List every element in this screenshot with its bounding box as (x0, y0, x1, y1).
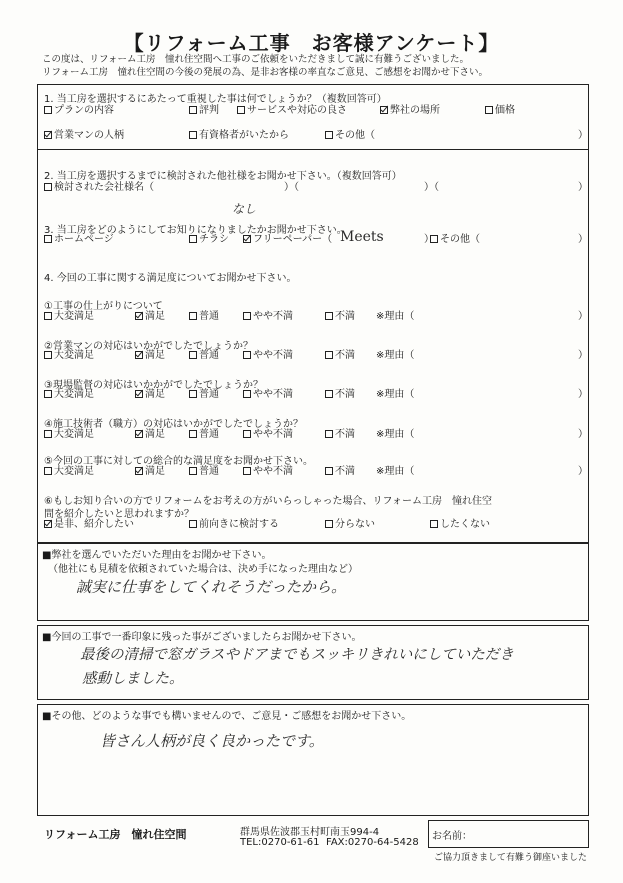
checkbox[interactable] (243, 467, 251, 475)
q4-item-1-scale: 大変満足 満足 普通 やや不満 不満 ※理由（ ） (44, 310, 584, 323)
reason-heading: ■弊社を選んでいただいた理由をお聞かせ下さい。 (42, 550, 272, 561)
checkbox-checked[interactable] (135, 390, 143, 398)
q1-opt-sales-person: 営業マンの人柄 (54, 130, 124, 141)
footer-company: リフォーム工房 憧れ住空間 (44, 828, 187, 841)
q1-opt-service: サービスや対応の良さ (247, 105, 347, 116)
impression-handwritten-line-2: 感動しました。 (82, 671, 184, 687)
reason-label: ※理由（ (376, 466, 415, 477)
divider (37, 149, 589, 150)
checkbox[interactable] (243, 351, 251, 359)
name-label: お名前： (432, 831, 472, 842)
q1-opt-other: その他（ (335, 130, 375, 141)
q3-opt-other: その他（ (440, 234, 480, 245)
scale-label: やや不満 (253, 389, 293, 400)
checkbox[interactable] (243, 390, 251, 398)
q3-opt-homepage: ホームページ (54, 234, 114, 245)
impression-heading: ■今回の工事で一番印象に残った事がございましたらお聞かせ下さい。 (42, 632, 362, 643)
q6-opt-unsure: 分らない (335, 519, 375, 530)
checkbox-checked[interactable] (44, 131, 52, 139)
q6-opt-recommend: 是非、紹介したい (54, 519, 134, 530)
q1-row-2: 営業マンの人柄 有資格者がいたから その他（ ） (44, 129, 584, 142)
checkbox[interactable] (325, 430, 333, 438)
checkbox[interactable] (189, 467, 197, 475)
footer-thanks: ご協力頂きまして有難う御座いました (434, 853, 588, 863)
page-title: 【リフォーム工事 お客様アンケート】 (123, 31, 500, 55)
q1-opt-price: 価格 (495, 105, 515, 116)
q4-item-2-title: ②営業マンの対応はいかがでしたでしょうか？ (44, 341, 253, 352)
q4-question: 4. 今回の工事に関する満足度についてお聞かせ下さい。 (44, 273, 297, 284)
reason-handwritten-answer: 誠実に仕事をしてくれそうだったから。 (76, 578, 347, 596)
checkbox[interactable] (44, 390, 52, 398)
q3-opt-free-paper: フリーペーパー（ (253, 234, 333, 245)
reason-label: ※理由（ (376, 389, 415, 400)
q2-row: 検討された会社様名（ ）（ ）（ ） (44, 181, 584, 194)
scale-label: 満足 (145, 311, 165, 322)
q3-question: 3. 当工房をどのようにしてお知りになりましたかお聞かせ下さい。 (44, 225, 347, 236)
scale-label: 不満 (335, 389, 355, 400)
scale-label: 普通 (199, 389, 219, 400)
scale-label: 大変満足 (54, 429, 94, 440)
scale-label: 大変満足 (54, 311, 94, 322)
checkbox[interactable] (44, 467, 52, 475)
reason-subheading: （他社にも見積を依頼されていた場合は、決め手になった理由など） (48, 564, 358, 575)
checkbox[interactable] (325, 312, 333, 320)
scale-label: 満足 (145, 429, 165, 440)
scale-label: やや不満 (253, 350, 293, 361)
scale-label: 不満 (335, 311, 355, 322)
checkbox[interactable] (189, 390, 197, 398)
q2-question: 2. 当工房を選択するまでに検討された他社様をお聞かせ下さい。（複数回答可） (44, 171, 402, 182)
comments-heading: ■その他、どのような事でも構いませんので、ご意見・ご感想をお聞かせ下さい。 (42, 711, 412, 722)
q4-item-1-title: ①工事の仕上がりについて (44, 301, 163, 312)
intro-line-2: リフォーム工房 憧れ住空間の今後の発展の為、是非お客様の率直なご意見、ご感想をお聞かせ下さい。 (42, 67, 489, 78)
q3-row: ホームページ チラシ フリーペーパー（ ） その他（ ） (44, 233, 584, 246)
q6-opt-consider: 前向きに検討する (199, 519, 279, 530)
scale-label: 普通 (199, 311, 219, 322)
checkbox[interactable] (325, 131, 333, 139)
q1-opt-plan: プランの内容 (54, 105, 114, 116)
checkbox-checked[interactable] (135, 312, 143, 320)
scale-label: 普通 (199, 429, 219, 440)
scale-label: 満足 (145, 389, 165, 400)
q4-item-5-scale: 大変満足 満足 普通 やや不満 不満 ※理由（ ） (44, 465, 584, 478)
impression-handwritten-line-1: 最後の清掃で窓ガラスやドアまでもスッキリきれいにしていただき (80, 647, 514, 663)
checkbox-checked[interactable] (243, 235, 251, 243)
q4-item-2-scale: 大変満足 満足 普通 やや不満 不満 ※理由（ ） (44, 349, 584, 362)
scale-label: やや不満 (253, 429, 293, 440)
q1-opt-qualified: 有資格者がいたから (199, 130, 289, 141)
scale-label: 大変満足 (54, 466, 94, 477)
checkbox[interactable] (243, 312, 251, 320)
footer-tel: TEL:0270-61-61 (240, 837, 320, 848)
q6-opt-no: したくない (440, 519, 490, 530)
reason-label: ※理由（ (376, 429, 415, 440)
footer-address: 群馬県佐波郡玉村町南玉994-4 (240, 827, 380, 838)
q6-question-line-1: ⑥もしお知り合いの方でリフォームをお考えの方がいらっしゃった場合、リフォーム工房 憧れ住空 (44, 496, 492, 507)
reason-label: ※理由（ (376, 350, 415, 361)
scale-label: 普通 (199, 350, 219, 361)
checkbox[interactable] (189, 131, 197, 139)
checkbox[interactable] (189, 312, 197, 320)
scale-label: やや不満 (253, 311, 293, 322)
comments-handwritten-answer: 皆さん人柄が良く良かったです。 (100, 732, 324, 750)
scale-label: やや不満 (253, 466, 293, 477)
checkbox-checked[interactable] (135, 467, 143, 475)
checkbox[interactable] (243, 430, 251, 438)
q4-item-5-title: ⑤今回の工事に対しての総合的な満足度をお聞かせ下さい。 (44, 456, 313, 467)
checkbox[interactable] (189, 235, 197, 243)
checkbox[interactable] (430, 235, 438, 243)
checkbox[interactable] (325, 467, 333, 475)
scale-label: 満足 (145, 350, 165, 361)
checkbox[interactable] (44, 351, 52, 359)
checkbox[interactable] (44, 430, 52, 438)
checkbox[interactable] (44, 106, 52, 114)
checkbox[interactable] (189, 351, 197, 359)
checkbox[interactable] (325, 390, 333, 398)
scale-label: 不満 (335, 429, 355, 440)
checkbox[interactable] (189, 430, 197, 438)
checkbox[interactable] (485, 106, 493, 114)
checkbox[interactable] (189, 520, 197, 528)
checkbox-checked[interactable] (135, 351, 143, 359)
scale-label: 満足 (145, 466, 165, 477)
q4-item-4-title: ④施工技術者（職方）の対応はいかがでしたでしょうか？ (44, 419, 303, 430)
q4-item-4-scale: 大変満足 満足 普通 やや不満 不満 ※理由（ ） (44, 428, 584, 441)
q2-handwritten-answer: なし (232, 202, 257, 216)
footer-fax: FAX:0270-64-5428 (326, 837, 419, 848)
q1-opt-reputation: 評判 (199, 105, 219, 116)
q2-label: 検討された会社様名（ (54, 182, 154, 193)
scale-label: 普通 (199, 466, 219, 477)
scale-label: 大変満足 (54, 350, 94, 361)
checkbox[interactable] (189, 106, 197, 114)
q3-handwritten-answer: Meets (340, 229, 384, 245)
checkbox-checked[interactable] (44, 520, 52, 528)
checkbox[interactable] (44, 183, 52, 191)
q6-question-line-2: 間を紹介したいと思われますか？ (44, 509, 194, 520)
scale-label: 大変満足 (54, 389, 94, 400)
q6-row (44, 518, 584, 531)
checkbox[interactable] (325, 520, 333, 528)
q4-item-3-title: ③現場監督の対応はいかかがでしたでしょうか？ (44, 380, 263, 391)
scale-label: 不満 (335, 466, 355, 477)
checkbox[interactable] (325, 351, 333, 359)
scale-label: 不満 (335, 350, 355, 361)
checkbox[interactable] (44, 235, 52, 243)
checkbox[interactable] (237, 106, 245, 114)
checkbox-checked[interactable] (135, 430, 143, 438)
checkbox[interactable] (430, 520, 438, 528)
reason-label: ※理由（ (376, 311, 415, 322)
intro-line-1: この度は、リフォーム工房 憧れ住空間へ工事のご依頼をいただきまして誠に有難うございました。 (42, 54, 470, 65)
checkbox[interactable] (44, 312, 52, 320)
q3-opt-flyer: チラシ (199, 234, 229, 245)
q1-question: 1. 当工房を選択するにあたって重視した事は何でしょうか？（複数回答可） (44, 94, 387, 105)
q1-opt-location: 弊社の場所 (390, 105, 440, 116)
checkbox-checked[interactable] (380, 106, 388, 114)
q1-row-1 (44, 104, 584, 117)
q4-item-3-scale: 大変満足 満足 普通 やや不満 不満 ※理由（ ） (44, 388, 584, 401)
